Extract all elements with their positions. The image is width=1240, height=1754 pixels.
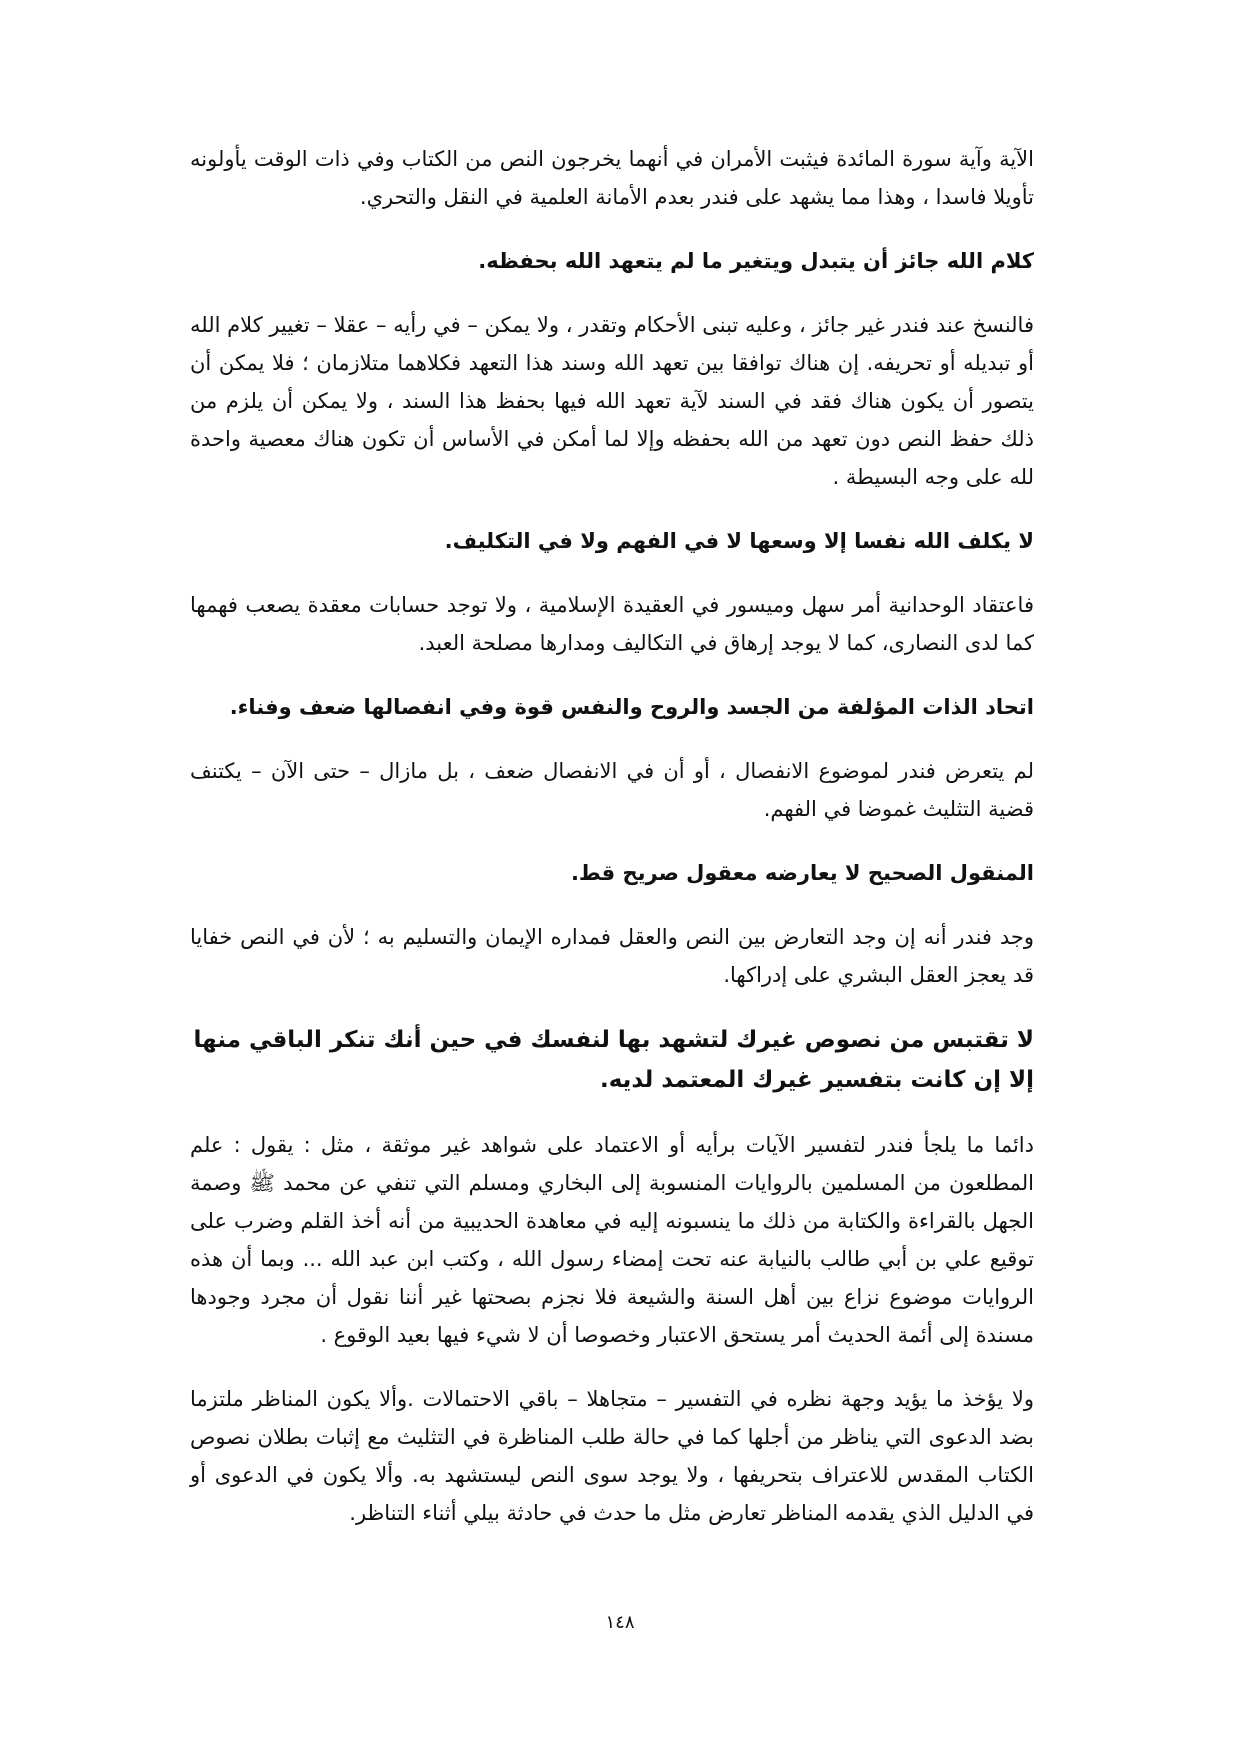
paragraph-5: وجد فندر أنه إن وجد التعارض بين النص والعقل فمداره الإيمان والتسليم به ؛ لأن في النص خفايا قد يعجز العقل البشري على إدراكها. xyxy=(190,925,1034,987)
paragraph-7: ولا يؤخذ ما يؤيد وجهة نظره في التفسير – متجاهلا – باقي الاحتمالات .وألا يكون المناظر ملتزما بضد الدعوى التي يناظر من أجلها كما في حالة طلب المناظرة في التثليث مع إثبات بطلان نصوص الكتاب المقدس للاعتراف بتحريفها ، ولا يوجد سوى النص ليستشهد به. وألا يكون في الدعوى أو في الدليل الذي يقدمه المناظر تعارض مثل ما حدث في حادثة بيلي أثناء التناظر. xyxy=(190,1387,1034,1525)
paragraph-3: فاعتقاد الوحدانية أمر سهل وميسور في العقيدة الإسلامية ، ولا توجد حسابات معقدة يصعب فهمها كما لدى النصارى، كما لا يوجد إرهاق في التكاليف ومدارها مصلحة العبد. xyxy=(190,593,1034,655)
section-heading-1: كلام الله جائز أن يتبدل ويتغير ما لم يتعهد الله بحفظه. xyxy=(478,249,1034,273)
section-heading-3: اتحاد الذات المؤلفة من الجسد والروح والنفس قوة وفي انفصالها ضعف وفناء. xyxy=(229,695,1034,719)
section-heading-2: لا يكلف الله نفسا إلا وسعها لا في الفهم ولا في التكليف. xyxy=(444,529,1034,553)
paragraph-4: لم يتعرض فندر لموضوع الانفصال ، أو أن في الانفصال ضعف ، بل مازال – حتى الآن – يكتنف قضية التثليث غموضا في الفهم. xyxy=(190,759,1034,821)
paragraph-1: الآية وآية سورة المائدة فيثبت الأمران في أنهما يخرجون النص من الكتاب وفي ذات الوقت يأولونه تأويلا فاسدا ، وهذا مما يشهد على فندر بعدم الأمانة العلمية في النقل والتحري. xyxy=(190,147,1034,209)
page-number: ١٤٨ xyxy=(605,1612,635,1633)
paragraph-6: دائما ما يلجأ فندر لتفسير الآيات برأيه أو الاعتماد على شواهد غير موثقة ، مثل : يقول : علم المطلعون من المسلمين بالروايات المنسوبة إلى البخاري ومسلم التي تنفي عن محمد ﷺ وصمة الجهل بالقراءة والكتابة من ذلك ما ينسبونه إليه في معاهدة الحديبية من أنه أخذ القلم وضرب على توقيع علي بن أبي طالب بالنيابة عنه تحت إمضاء رسول الله ، وكتب ابن عبد الله ... وبما أن هذه الروايات موضوع نزاع بين أهل السنة والشيعة فلا نجزم بصحتها غير أننا نقول أن مجرد وجودها مسندة إلى أئمة الحديث أمر يستحق الاعتبار وخصوصا أن لا شيء فيها بعيد الوقوع . xyxy=(190,1133,1034,1347)
paragraph-2: فالنسخ عند فندر غير جائز ، وعليه تبنى الأحكام وتقدر ، ولا يمكن – في رأيه – عقلا – تغيير كلام الله أو تبديله أو تحريفه. إن هناك توافقا بين تعهد الله وسند هذا التعهد فكلاهما متلازمان ؛ فلا يمكن أن يتصور أن يكون هناك فقد في السند لآية تعهد الله فيها بحفظ هذا السند ، ولا يمكن أن يلزم من ذلك حفظ النص دون تعهد من الله بحفظه وإلا لما أمكن في الأساس أن تكون هناك معصية واحدة لله على وجه البسيطة . xyxy=(190,313,1034,489)
section-heading-4: المنقول الصحيح لا يعارضه معقول صريح قط. xyxy=(570,861,1034,885)
section-heading-5: لا تقتبس من نصوص غيرك لتشهد بها لنفسك في حين أنك تنكر الباقي منها إلا إن كانت بتفسير غيرك المعتمد لديه. xyxy=(193,1027,1034,1093)
